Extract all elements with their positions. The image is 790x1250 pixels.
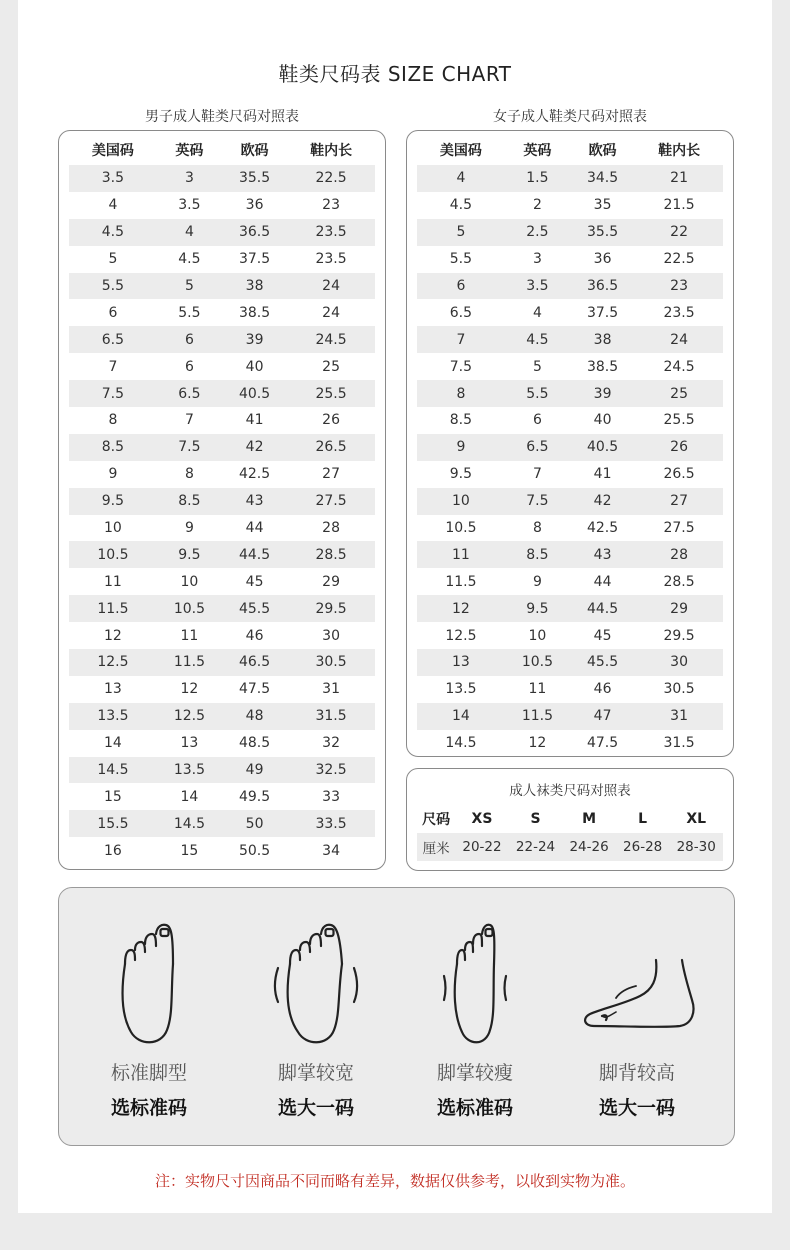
sock-cell: 26-28 — [616, 833, 670, 861]
page-title: 鞋类尺码表 SIZE CHART — [278, 62, 512, 86]
table-cell: 14.5 — [69, 757, 157, 784]
table-cell: 24 — [322, 304, 340, 321]
table-cell: 23.5 — [287, 219, 375, 246]
table-cell: 16 — [103, 842, 122, 859]
table-row — [417, 649, 723, 676]
table-row — [69, 246, 375, 273]
table-cell: 45 — [593, 627, 612, 644]
table-cell: 45.5 — [570, 649, 635, 676]
table-cell: 11 — [528, 681, 547, 698]
table-cell: 6 — [184, 358, 194, 375]
foot-type-recommendation: 选标准码 — [436, 1097, 513, 1119]
table-row — [69, 299, 375, 326]
table-row — [69, 461, 375, 488]
table-cell: 7 — [532, 466, 542, 483]
table-cell: 44 — [593, 573, 612, 590]
table-cell: 38 — [570, 326, 635, 353]
table-cell: 9 — [184, 520, 194, 537]
table-cell: 5.5 — [178, 304, 201, 321]
foot-type-high-arch — [562, 920, 712, 1120]
sock-size-table-box — [406, 768, 734, 871]
table-row — [417, 192, 723, 219]
women-table-subtitle: 女子成人鞋类尺码对照表 — [493, 109, 647, 125]
high-arch-foot-icon — [572, 920, 702, 1050]
table-cell: 38.5 — [238, 304, 271, 321]
table-cell: 4.5 — [69, 219, 157, 246]
table-cell: 6.5 — [449, 304, 473, 321]
table-cell: 27 — [322, 466, 340, 483]
table-row — [69, 434, 375, 461]
women-size-table — [417, 135, 723, 757]
table-cell: 26 — [322, 412, 340, 429]
table-cell: 14 — [103, 735, 122, 752]
men-size-table-box — [58, 130, 386, 870]
table-cell: 49.5 — [238, 788, 271, 805]
table-cell: 8 — [184, 466, 194, 483]
table-cell: 46 — [245, 627, 264, 644]
table-cell: 7.5 — [449, 358, 473, 375]
table-cell: 23.5 — [315, 251, 347, 268]
men-size-table — [69, 135, 375, 864]
table-cell: 31 — [322, 681, 340, 698]
table-cell: 5 — [157, 273, 222, 300]
table-cell: 7.5 — [157, 434, 222, 461]
table-cell: 8 — [108, 412, 118, 429]
table-row — [69, 353, 375, 380]
table-row — [69, 407, 375, 434]
column-header: 美国码 — [439, 143, 482, 159]
table-row — [417, 568, 723, 595]
table-cell: 8.5 — [449, 412, 473, 429]
table-row — [69, 757, 375, 784]
table-cell: 46 — [593, 681, 612, 698]
table-cell: 36.5 — [222, 219, 287, 246]
women-size-table-box — [406, 130, 734, 757]
table-cell: 43 — [570, 541, 635, 568]
table-cell: 4.5 — [178, 251, 201, 268]
table-cell: 11.5 — [445, 573, 477, 590]
table-row — [417, 595, 723, 622]
table-row — [69, 649, 375, 676]
table-cell: 9 — [108, 466, 118, 483]
table-cell: 5.5 — [449, 251, 473, 268]
table-cell: 10 — [103, 520, 122, 537]
column-header: 鞋内长 — [310, 143, 353, 159]
table-cell: 29 — [635, 595, 723, 622]
table-cell: 39 — [570, 380, 635, 407]
table-cell: 3 — [532, 251, 542, 268]
column-header: 欧码 — [588, 143, 617, 159]
foot-type-label: 脚掌较瘦 — [436, 1062, 513, 1084]
table-cell: 42 — [570, 488, 635, 515]
table-cell: 32 — [322, 735, 340, 752]
table-cell: 4 — [532, 304, 542, 321]
table-cell: 8 — [532, 520, 542, 537]
table-cell: 42.5 — [586, 520, 619, 537]
table-cell: 28.5 — [287, 541, 375, 568]
table-cell: 13 — [180, 735, 199, 752]
table-row — [417, 219, 723, 246]
table-cell: 14 — [180, 788, 199, 805]
table-cell: 44.5 — [222, 541, 287, 568]
table-cell: 29 — [322, 573, 340, 590]
table-cell: 45.5 — [222, 595, 287, 622]
table-cell: 12 — [528, 735, 547, 752]
table-row — [417, 488, 723, 515]
table-cell: 3.5 — [505, 273, 570, 300]
table-cell: 2.5 — [505, 219, 570, 246]
table-cell: 40 — [593, 412, 612, 429]
table-cell: 48.5 — [238, 735, 271, 752]
table-cell: 41 — [245, 412, 264, 429]
table-cell: 7 — [108, 358, 118, 375]
table-cell: 15 — [103, 788, 122, 805]
sock-column-header: 尺码 — [422, 812, 451, 828]
table-cell: 3.5 — [178, 197, 201, 214]
table-cell: 42 — [222, 434, 287, 461]
table-cell: 8.5 — [69, 434, 157, 461]
table-cell: 14.5 — [445, 735, 477, 752]
table-cell: 37.5 — [238, 251, 271, 268]
table-cell: 34.5 — [570, 165, 635, 192]
table-row — [69, 676, 375, 703]
men-table-subtitle: 男子成人鞋类尺码对照表 — [145, 109, 299, 125]
table-cell: 39 — [222, 326, 287, 353]
table-cell: 6.5 — [505, 434, 570, 461]
table-cell: 10 — [528, 627, 547, 644]
table-cell: 48 — [222, 703, 287, 730]
table-cell: 3.5 — [69, 165, 157, 192]
table-row — [417, 515, 723, 542]
table-cell: 50.5 — [238, 842, 271, 859]
table-cell: 4.5 — [449, 197, 473, 214]
table-cell: 6 — [417, 273, 505, 300]
sock-cell: 22-24 — [509, 833, 563, 861]
table-cell: 35.5 — [222, 165, 287, 192]
table-row — [69, 568, 375, 595]
table-cell: 36 — [245, 197, 264, 214]
table-cell: 30 — [322, 627, 340, 644]
table-row — [69, 165, 375, 192]
table-cell: 47.5 — [586, 735, 619, 752]
foot-type-label: 脚背较高 — [598, 1062, 675, 1084]
foot-type-recommendation: 选大一码 — [277, 1097, 354, 1119]
table-cell: 9.5 — [449, 466, 473, 483]
table-cell: 31.5 — [287, 703, 375, 730]
table-row — [417, 246, 723, 273]
table-cell: 47 — [570, 703, 635, 730]
table-cell: 15.5 — [69, 810, 157, 837]
table-row — [417, 165, 723, 192]
table-cell: 31.5 — [663, 735, 695, 752]
table-row — [69, 273, 375, 300]
table-cell: 12 — [103, 627, 122, 644]
foot-type-label: 脚掌较宽 — [277, 1062, 354, 1084]
table-cell: 24 — [287, 273, 375, 300]
table-cell: 32.5 — [287, 757, 375, 784]
table-cell: 23 — [635, 273, 723, 300]
table-cell: 33.5 — [287, 810, 375, 837]
table-row — [417, 703, 723, 730]
table-row — [69, 541, 375, 568]
table-cell: 41 — [593, 466, 612, 483]
table-cell: 4 — [108, 197, 118, 214]
table-cell: 8 — [417, 380, 505, 407]
foot-type-panel — [58, 887, 735, 1146]
table-cell: 12.5 — [157, 703, 222, 730]
table-cell: 6 — [108, 304, 118, 321]
table-cell: 37.5 — [586, 304, 619, 321]
table-cell: 7 — [184, 412, 194, 429]
table-cell: 10.5 — [445, 520, 477, 537]
table-row — [69, 730, 375, 757]
table-cell: 10.5 — [69, 541, 157, 568]
table-cell: 23 — [322, 197, 340, 214]
table-row — [417, 434, 723, 461]
table-cell: 30 — [635, 649, 723, 676]
table-cell: 6.5 — [69, 326, 157, 353]
table-cell: 10.5 — [505, 649, 570, 676]
table-cell: 3 — [157, 165, 222, 192]
table-cell: 40 — [245, 358, 264, 375]
table-cell: 28 — [322, 520, 340, 537]
table-cell: 28 — [635, 541, 723, 568]
table-cell: 24.5 — [663, 358, 695, 375]
table-cell: 14.5 — [157, 810, 222, 837]
table-cell: 10 — [180, 573, 199, 590]
table-cell: 35 — [593, 197, 612, 214]
table-cell: 14 — [417, 703, 505, 730]
table-row — [69, 219, 375, 246]
table-row — [69, 703, 375, 730]
table-cell: 27.5 — [287, 488, 375, 515]
table-cell: 11 — [417, 541, 505, 568]
table-row — [69, 326, 375, 353]
table-cell: 9.5 — [505, 595, 570, 622]
table-row — [69, 192, 375, 219]
table-cell: 4 — [417, 165, 505, 192]
table-cell: 49 — [222, 757, 287, 784]
table-cell: 40.5 — [222, 380, 287, 407]
table-cell: 40.5 — [570, 434, 635, 461]
table-cell: 5 — [108, 251, 118, 268]
table-cell: 22 — [635, 219, 723, 246]
table-cell: 23.5 — [663, 304, 695, 321]
narrow-foot-icon — [430, 920, 520, 1050]
sock-column-header: L — [638, 811, 648, 827]
table-cell: 6 — [157, 326, 222, 353]
table-cell: 31 — [635, 703, 723, 730]
table-cell: 25.5 — [287, 380, 375, 407]
table-cell: 36.5 — [570, 273, 635, 300]
table-cell: 25 — [635, 380, 723, 407]
table-cell: 13.5 — [69, 703, 157, 730]
sock-cell: 24-26 — [562, 833, 616, 861]
table-row — [417, 380, 723, 407]
sock-column-header: XL — [686, 811, 707, 827]
table-cell: 15 — [180, 842, 199, 859]
table-cell: 22.5 — [663, 251, 695, 268]
table-row — [417, 353, 723, 380]
table-cell: 13 — [103, 681, 122, 698]
table-cell: 5 — [532, 358, 542, 375]
table-cell: 25 — [322, 358, 340, 375]
table-cell: 6 — [532, 412, 542, 429]
table-row — [69, 595, 375, 622]
table-cell: 47.5 — [238, 681, 271, 698]
table-cell: 25.5 — [663, 412, 695, 429]
table-cell: 12 — [417, 595, 505, 622]
column-header: 美国码 — [91, 143, 134, 159]
table-row — [69, 488, 375, 515]
table-row — [69, 837, 375, 864]
sock-cell: 28-30 — [669, 833, 723, 861]
table-cell: 24 — [635, 326, 723, 353]
table-cell: 6.5 — [157, 380, 222, 407]
table-cell: 4 — [157, 219, 222, 246]
table-cell: 13 — [417, 649, 505, 676]
table-cell: 12.5 — [445, 627, 477, 644]
table-cell: 29.5 — [287, 595, 375, 622]
table-cell: 24.5 — [287, 326, 375, 353]
column-header: 欧码 — [240, 143, 269, 159]
table-cell: 9 — [417, 434, 505, 461]
table-cell: 11 — [180, 627, 199, 644]
sock-cell: 厘米 — [417, 833, 455, 861]
table-cell: 44 — [245, 520, 264, 537]
table-cell: 21.5 — [663, 197, 695, 214]
wide-foot-icon — [266, 920, 366, 1050]
table-row — [69, 783, 375, 810]
table-cell: 10 — [417, 488, 505, 515]
table-row — [69, 810, 375, 837]
table-cell: 38 — [222, 273, 287, 300]
table-cell: 30.5 — [663, 681, 695, 698]
table-row — [417, 730, 723, 757]
table-cell: 21 — [635, 165, 723, 192]
table-cell: 9 — [532, 573, 542, 590]
table-cell: 35.5 — [570, 219, 635, 246]
table-cell: 4.5 — [505, 326, 570, 353]
table-cell: 8.5 — [157, 488, 222, 515]
table-cell: 9.5 — [157, 541, 222, 568]
sock-column-header: XS — [471, 811, 493, 827]
table-row — [417, 299, 723, 326]
table-cell: 43 — [222, 488, 287, 515]
table-row — [417, 622, 723, 649]
table-cell: 45 — [245, 573, 264, 590]
table-cell: 8.5 — [505, 541, 570, 568]
table-cell: 50 — [222, 810, 287, 837]
column-header: 英码 — [175, 143, 204, 159]
table-cell: 5.5 — [69, 273, 157, 300]
table-cell: 46.5 — [222, 649, 287, 676]
table-cell: 9.5 — [69, 488, 157, 515]
table-cell: 11.5 — [69, 595, 157, 622]
table-cell: 7.5 — [505, 488, 570, 515]
table-row — [417, 407, 723, 434]
table-cell: 29.5 — [663, 627, 695, 644]
table-cell: 26.5 — [663, 466, 695, 483]
sock-column-header: S — [530, 811, 541, 827]
table-cell: 34 — [322, 842, 340, 859]
column-header: 鞋内长 — [658, 143, 701, 159]
table-row — [417, 273, 723, 300]
table-cell: 7.5 — [69, 380, 157, 407]
column-header: 英码 — [523, 143, 552, 159]
table-cell: 12 — [180, 681, 199, 698]
table-cell: 27.5 — [663, 520, 695, 537]
table-cell: 26.5 — [287, 434, 375, 461]
table-cell: 2 — [532, 197, 542, 214]
table-cell: 11 — [103, 573, 122, 590]
foot-type-standard — [74, 920, 224, 1120]
sock-cell: 20-22 — [455, 833, 509, 861]
table-cell: 30.5 — [287, 649, 375, 676]
table-cell: 5 — [417, 219, 505, 246]
table-cell: 28.5 — [663, 573, 695, 590]
table-cell: 5.5 — [505, 380, 570, 407]
table-row — [69, 622, 375, 649]
table-cell: 27 — [635, 488, 723, 515]
table-cell: 11.5 — [505, 703, 570, 730]
foot-type-recommendation: 选标准码 — [110, 1097, 187, 1119]
foot-type-recommendation: 选大一码 — [598, 1097, 675, 1119]
table-cell: 1.5 — [505, 165, 570, 192]
sock-size-table — [417, 805, 723, 861]
table-cell: 10.5 — [157, 595, 222, 622]
foot-type-label: 标准脚型 — [110, 1062, 187, 1084]
table-cell: 12.5 — [69, 649, 157, 676]
disclaimer-note: 注：实物尺寸因商品不同而略有差异，数据仅供参考，以收到实物为准。 — [154, 1172, 635, 1190]
standard-foot-icon — [109, 920, 189, 1050]
table-row — [417, 461, 723, 488]
table-cell: 7 — [417, 326, 505, 353]
table-cell: 22.5 — [287, 165, 375, 192]
sock-table-title: 成人袜类尺码对照表 — [509, 783, 631, 799]
table-cell: 13.5 — [157, 757, 222, 784]
table-cell: 11.5 — [157, 649, 222, 676]
table-cell: 33 — [322, 788, 340, 805]
table-cell: 36 — [593, 251, 612, 268]
table-cell: 13.5 — [445, 681, 477, 698]
foot-type-wide — [241, 920, 391, 1120]
table-cell: 26 — [635, 434, 723, 461]
foot-type-narrow — [400, 920, 550, 1120]
table-cell: 44.5 — [570, 595, 635, 622]
table-cell: 38.5 — [586, 358, 619, 375]
table-row — [417, 541, 723, 568]
sock-column-header: M — [582, 811, 597, 827]
table-row — [69, 515, 375, 542]
table-row — [69, 380, 375, 407]
table-cell: 42.5 — [238, 466, 271, 483]
table-row — [417, 326, 723, 353]
table-row — [417, 676, 723, 703]
